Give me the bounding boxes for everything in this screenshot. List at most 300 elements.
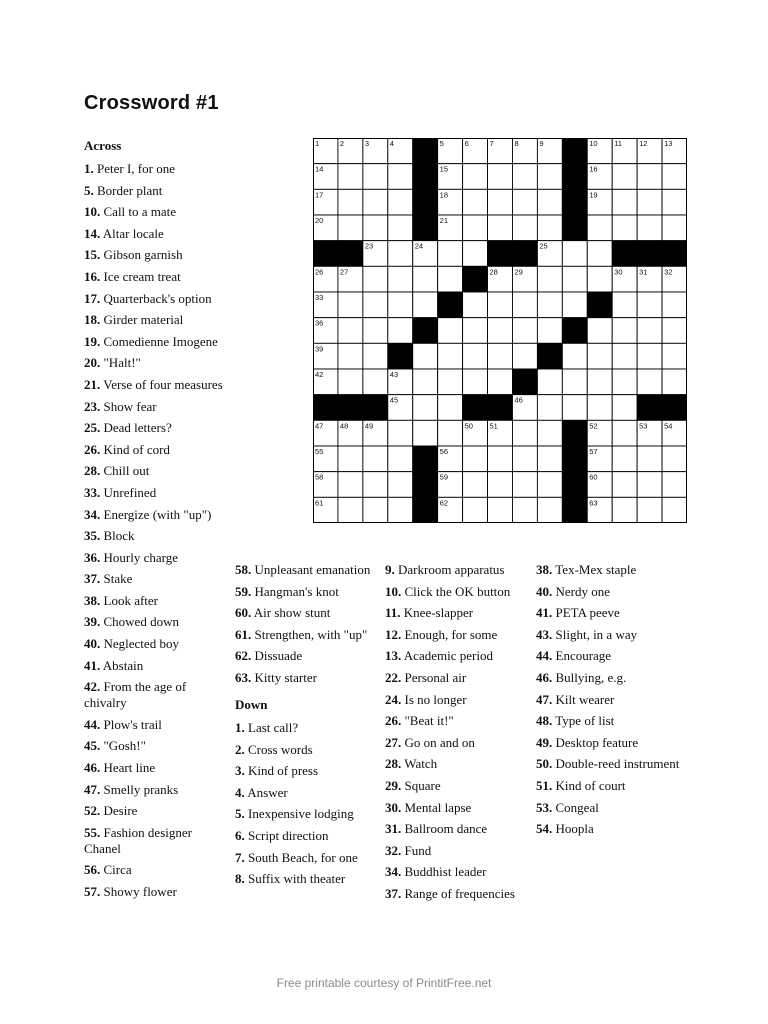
clue-text: Type of list: [555, 713, 615, 729]
grid-cell[interactable]: [413, 395, 438, 421]
across-clue: [235, 562, 383, 578]
grid-cell[interactable]: [562, 266, 587, 292]
grid-cell[interactable]: [612, 497, 637, 523]
grid-cell[interactable]: [463, 318, 488, 344]
grid-cell[interactable]: [363, 189, 388, 215]
clue-text: Range of frequencies: [404, 885, 515, 901]
grid-block-cell: [537, 343, 562, 369]
grid-cell[interactable]: [637, 164, 662, 190]
grid-cell[interactable]: [612, 369, 637, 395]
grid-cell[interactable]: [463, 292, 488, 318]
grid-cell[interactable]: [587, 343, 612, 369]
grid-cell[interactable]: [512, 164, 537, 190]
clue-text: Slight, in a way: [555, 626, 638, 642]
clue-text: Kind of court: [555, 777, 626, 793]
clue-text: "Beat it!": [404, 713, 454, 729]
grid-cell-number: 58: [315, 472, 324, 482]
grid-cell[interactable]: [388, 292, 413, 318]
clue-number: 7.: [235, 849, 245, 865]
grid-cell[interactable]: [388, 420, 413, 446]
grid-cell-number: 47: [315, 421, 324, 431]
clue-number: 29.: [385, 777, 402, 793]
down-clue: [536, 670, 686, 686]
down-clue: [235, 850, 383, 866]
grid-cell[interactable]: [512, 472, 537, 498]
grid-cell[interactable]: [488, 189, 513, 215]
clue-number: 38.: [84, 592, 101, 608]
grid-cell[interactable]: [363, 318, 388, 344]
grid-cell[interactable]: [587, 266, 612, 292]
crossword-grid[interactable]: [313, 138, 687, 523]
across-clue: [84, 738, 232, 754]
across-clue: [84, 183, 232, 199]
clue-text: Plow's trail: [103, 716, 162, 732]
grid-block-cell: [637, 241, 662, 267]
clue-number: 28.: [385, 756, 402, 772]
grid-cell[interactable]: [587, 395, 612, 421]
clue-text: Comedienne Imogene: [103, 333, 218, 349]
grid-cell[interactable]: [388, 497, 413, 523]
grid-cell[interactable]: [537, 164, 562, 190]
grid-cell[interactable]: [363, 472, 388, 498]
grid-block-cell: [413, 138, 438, 164]
clue-number: 24.: [385, 691, 402, 707]
grid-cell[interactable]: [413, 369, 438, 395]
grid-cell[interactable]: [488, 292, 513, 318]
grid-cell[interactable]: [637, 343, 662, 369]
grid-block-cell: [413, 446, 438, 472]
grid-cell[interactable]: [512, 343, 537, 369]
grid-block-cell: [562, 189, 587, 215]
grid-cell[interactable]: [537, 446, 562, 472]
across-clue: [84, 884, 232, 900]
grid-cell[interactable]: [363, 343, 388, 369]
grid-cell[interactable]: [512, 318, 537, 344]
grid-cell-number: 46: [514, 395, 523, 405]
clue-text: Unrefined: [103, 484, 157, 500]
clue-number: 34.: [385, 864, 402, 880]
clue-text: Script direction: [248, 827, 329, 843]
clue-number: 60.: [235, 605, 252, 621]
grid-cell[interactable]: [612, 189, 637, 215]
grid-cell[interactable]: [637, 215, 662, 241]
clue-text: Abstain: [102, 657, 144, 673]
grid-cell[interactable]: [463, 497, 488, 523]
grid-block-cell: [662, 395, 687, 421]
grid-cell[interactable]: [662, 318, 687, 344]
grid-cell[interactable]: [488, 164, 513, 190]
clue-number: 11.: [385, 605, 401, 621]
grid-cell[interactable]: [637, 318, 662, 344]
clue-text: Girder material: [103, 312, 184, 328]
across-clue: [84, 760, 232, 776]
grid-block-cell: [562, 446, 587, 472]
grid-cell[interactable]: [488, 369, 513, 395]
grid-cell[interactable]: [488, 497, 513, 523]
clue-number: 49.: [536, 734, 553, 750]
grid-cell-number: 18: [439, 190, 449, 200]
across-clue: [235, 584, 383, 600]
grid-cell-number: 57: [589, 447, 598, 456]
down-clue: [385, 821, 535, 837]
clue-number: 14.: [84, 225, 101, 241]
across-clue: [84, 442, 232, 458]
grid-block-cell: [562, 472, 587, 498]
clue-text: Encourage: [555, 648, 612, 664]
grid-cell[interactable]: [388, 241, 413, 267]
grid-cell[interactable]: [463, 215, 488, 241]
grid-cell[interactable]: [463, 369, 488, 395]
grid-block-cell: [338, 395, 363, 421]
clue-text: Ice cream treat: [103, 268, 181, 284]
grid-block-cell: [562, 215, 587, 241]
grid-cell[interactable]: [662, 189, 687, 215]
grid-cell[interactable]: [388, 318, 413, 344]
across-clue: [84, 463, 232, 479]
crossword-grid-svg[interactable]: [313, 138, 687, 523]
grid-cell[interactable]: [612, 318, 637, 344]
clue-number: 31.: [385, 821, 402, 837]
clue-number: 62.: [235, 648, 252, 664]
grid-cell[interactable]: [562, 369, 587, 395]
grid-cell[interactable]: [537, 318, 562, 344]
grid-cell[interactable]: [463, 164, 488, 190]
grid-cell-number: 52: [589, 421, 598, 431]
grid-cell[interactable]: [512, 189, 537, 215]
grid-cell[interactable]: [662, 164, 687, 190]
clue-text: Hoopla: [555, 821, 594, 837]
grid-cell[interactable]: [637, 369, 662, 395]
clue-number: 54.: [536, 821, 553, 837]
down-clue: [235, 828, 383, 844]
clue-text: Darkroom apparatus: [398, 562, 505, 577]
grid-cell[interactable]: [438, 318, 463, 344]
grid-cell[interactable]: [463, 343, 488, 369]
grid-cell[interactable]: [537, 420, 562, 446]
grid-cell[interactable]: [637, 189, 662, 215]
clue-text: Answer: [247, 784, 288, 800]
grid-cell[interactable]: [413, 292, 438, 318]
across-clue: [84, 825, 232, 857]
grid-cell[interactable]: [587, 241, 612, 267]
grid-cell[interactable]: [512, 420, 537, 446]
grid-cell[interactable]: [637, 497, 662, 523]
clue-text: Is no longer: [404, 691, 467, 707]
grid-cell[interactable]: [338, 369, 363, 395]
grid-cell-number: 8: [514, 139, 519, 148]
grid-cell[interactable]: [537, 266, 562, 292]
down-clue: [536, 756, 686, 772]
grid-cell[interactable]: [388, 189, 413, 215]
grid-block-cell: [463, 266, 488, 292]
grid-cell[interactable]: [338, 189, 363, 215]
grid-cell[interactable]: [388, 266, 413, 292]
down-clue: [536, 778, 686, 794]
grid-cell[interactable]: [463, 446, 488, 472]
grid-cell[interactable]: [662, 497, 687, 523]
across-clue: [84, 204, 232, 220]
clue-number: 59.: [235, 583, 252, 599]
grid-cell[interactable]: [388, 446, 413, 472]
grid-cell-number: 1: [315, 139, 320, 148]
across-clue: [84, 226, 232, 242]
clue-text: From the age of chivalry: [84, 679, 187, 711]
across-clue: [84, 679, 232, 711]
down-clue: [385, 756, 535, 772]
grid-cell[interactable]: [338, 497, 363, 523]
grid-cell[interactable]: [388, 472, 413, 498]
clue-number: 5.: [84, 182, 94, 198]
clue-text: Strengthen, with "up": [254, 626, 368, 642]
grid-cell[interactable]: [438, 266, 463, 292]
down-clue: [385, 692, 535, 708]
grid-cell[interactable]: [562, 292, 587, 318]
grid-cell[interactable]: [662, 343, 687, 369]
grid-cell[interactable]: [512, 292, 537, 318]
down-clue: [235, 763, 383, 779]
clue-text: Enough, for some: [404, 626, 498, 642]
grid-cell[interactable]: [363, 446, 388, 472]
clue-number: 16.: [84, 268, 101, 284]
clue-number: 9.: [385, 562, 395, 577]
clue-number: 10.: [84, 204, 101, 220]
grid-block-cell: [488, 241, 513, 267]
grid-cell[interactable]: [662, 369, 687, 395]
grid-cell[interactable]: [463, 189, 488, 215]
clue-text: Nerdy one: [555, 583, 611, 599]
grid-cell[interactable]: [463, 472, 488, 498]
clue-number: 38.: [536, 562, 553, 577]
clue-text: Buddhist leader: [404, 864, 487, 880]
clue-text: Look after: [103, 592, 159, 608]
clue-text: Last call?: [248, 719, 299, 735]
down-clue: [385, 670, 535, 686]
grid-cell-number: 10: [589, 139, 598, 148]
clue-text: Call to a mate: [103, 204, 177, 220]
clue-text: Kind of cord: [103, 441, 170, 457]
clue-text: Academic period: [403, 648, 493, 664]
grid-cell-number: 13: [664, 139, 673, 148]
grid-cell[interactable]: [612, 420, 637, 446]
grid-block-cell: [512, 241, 537, 267]
grid-block-cell: [438, 292, 463, 318]
grid-cell-number: 43: [389, 370, 399, 379]
clue-number: 26.: [385, 713, 402, 729]
grid-cell[interactable]: [587, 369, 612, 395]
across-clue: [84, 269, 232, 285]
grid-cell-number: 29: [514, 267, 523, 277]
grid-cell[interactable]: [488, 318, 513, 344]
clue-text: Block: [103, 528, 135, 544]
grid-cell-number: 23: [364, 241, 374, 251]
grid-cell-number: 42: [315, 370, 324, 379]
clue-number: 18.: [84, 312, 101, 328]
grid-cell[interactable]: [637, 472, 662, 498]
clue-number: 17.: [84, 290, 101, 306]
clue-text: Peter I, for one: [97, 161, 175, 176]
grid-cell[interactable]: [612, 472, 637, 498]
clue-text: Verse of four measures: [103, 376, 223, 392]
clue-text: PETA peeve: [555, 605, 620, 621]
down-clue: [385, 648, 535, 664]
grid-cell[interactable]: [612, 215, 637, 241]
grid-cell[interactable]: [662, 446, 687, 472]
grid-cell[interactable]: [662, 215, 687, 241]
clue-text: Desktop feature: [555, 734, 639, 750]
grid-cell[interactable]: [612, 343, 637, 369]
grid-cell[interactable]: [438, 369, 463, 395]
grid-cell-number: 53: [639, 421, 648, 431]
clue-text: South Beach, for one: [248, 849, 358, 865]
grid-cell[interactable]: [438, 343, 463, 369]
down-clue: [385, 605, 535, 621]
grid-cell-number: 50: [464, 421, 473, 431]
grid-cell[interactable]: [363, 497, 388, 523]
grid-cell[interactable]: [363, 369, 388, 395]
clue-number: 12.: [385, 626, 402, 642]
clue-number: 27.: [385, 734, 402, 750]
grid-cell[interactable]: [488, 446, 513, 472]
grid-cell-number: 33: [315, 293, 324, 302]
grid-cell[interactable]: [463, 241, 488, 267]
grid-cell[interactable]: [488, 472, 513, 498]
grid-block-cell: [562, 420, 587, 446]
grid-cell[interactable]: [488, 215, 513, 241]
down-clue: [385, 864, 535, 880]
clue-text: Tex-Mex staple: [555, 562, 637, 577]
grid-cell[interactable]: [612, 395, 637, 421]
footer-credit: Free printable courtesy of PrintitFree.net: [276, 976, 492, 990]
grid-cell[interactable]: [537, 497, 562, 523]
grid-cell[interactable]: [637, 292, 662, 318]
grid-block-cell: [562, 138, 587, 164]
clue-number: 20.: [84, 355, 101, 371]
grid-cell[interactable]: [512, 446, 537, 472]
clue-number: 50.: [536, 756, 553, 772]
clue-number: 55.: [84, 824, 101, 840]
grid-cell[interactable]: [612, 164, 637, 190]
grid-cell[interactable]: [587, 318, 612, 344]
clue-number: 26.: [84, 441, 101, 457]
grid-cell[interactable]: [438, 241, 463, 267]
clue-number: 56.: [84, 862, 101, 878]
grid-cell[interactable]: [413, 266, 438, 292]
grid-cell[interactable]: [612, 292, 637, 318]
grid-cell[interactable]: [537, 472, 562, 498]
clue-text: Cross words: [248, 741, 313, 757]
grid-cell[interactable]: [438, 420, 463, 446]
grid-cell[interactable]: [587, 215, 612, 241]
grid-cell[interactable]: [338, 472, 363, 498]
clue-number: 43.: [536, 626, 553, 642]
grid-cell[interactable]: [562, 343, 587, 369]
grid-cell-number: 5: [439, 139, 444, 148]
clue-number: 40.: [84, 636, 101, 652]
grid-cell[interactable]: [562, 241, 587, 267]
grid-block-cell: [637, 395, 662, 421]
clue-number: 46.: [536, 669, 553, 685]
grid-cell[interactable]: [363, 292, 388, 318]
grid-cell[interactable]: [662, 292, 687, 318]
clue-column-4: [536, 562, 686, 843]
across-clue: [84, 507, 232, 523]
grid-cell[interactable]: [537, 369, 562, 395]
clue-text: Circa: [103, 862, 132, 878]
clue-text: Congeal: [555, 799, 599, 815]
down-clue: [536, 562, 686, 578]
grid-cell[interactable]: [338, 343, 363, 369]
grid-cell[interactable]: [562, 395, 587, 421]
grid-cell[interactable]: [338, 215, 363, 241]
grid-cell[interactable]: [363, 215, 388, 241]
grid-cell[interactable]: [612, 446, 637, 472]
clue-text: Go on and on: [404, 734, 475, 750]
grid-cell[interactable]: [338, 164, 363, 190]
grid-cell[interactable]: [662, 472, 687, 498]
grid-cell[interactable]: [338, 446, 363, 472]
grid-cell-number: 14: [315, 164, 324, 174]
across-clue: [84, 528, 232, 544]
clue-column-3: [385, 562, 535, 908]
grid-block-cell: [512, 369, 537, 395]
grid-cell-number: 63: [589, 498, 598, 508]
clue-number: 8.: [235, 871, 245, 887]
grid-block-cell: [562, 164, 587, 190]
clue-number: 2.: [235, 741, 245, 757]
clue-number: 10.: [385, 583, 402, 599]
grid-cell-number: 16: [589, 164, 598, 174]
grid-cell-number: 26: [315, 267, 324, 277]
grid-cell[interactable]: [388, 215, 413, 241]
clue-number: 32.: [385, 842, 402, 858]
clue-text: Kitty starter: [254, 669, 317, 685]
grid-cell[interactable]: [338, 318, 363, 344]
clue-number: 30.: [385, 799, 402, 815]
grid-cell-number: 6: [464, 139, 469, 148]
grid-cell[interactable]: [512, 497, 537, 523]
across-clue: [84, 485, 232, 501]
grid-block-cell: [413, 472, 438, 498]
grid-cell[interactable]: [537, 292, 562, 318]
grid-cell[interactable]: [488, 343, 513, 369]
grid-cell[interactable]: [413, 420, 438, 446]
grid-block-cell: [413, 164, 438, 190]
grid-cell[interactable]: [388, 164, 413, 190]
clue-number: 4.: [235, 784, 245, 800]
grid-cell[interactable]: [637, 446, 662, 472]
grid-cell[interactable]: [537, 395, 562, 421]
clue-text: Mental lapse: [404, 799, 472, 815]
grid-cell[interactable]: [363, 164, 388, 190]
clue-text: Air show stunt: [253, 605, 331, 621]
clue-text: Suffix with theater: [248, 871, 346, 887]
clue-text: Quarterback's option: [103, 290, 212, 306]
clue-number: 39.: [84, 614, 101, 630]
grid-cell[interactable]: [512, 215, 537, 241]
grid-block-cell: [313, 395, 338, 421]
grid-cell[interactable]: [537, 215, 562, 241]
grid-cell[interactable]: [413, 343, 438, 369]
grid-cell-number: 62: [439, 498, 449, 508]
grid-cell-number: 11: [614, 139, 622, 148]
grid-cell[interactable]: [338, 292, 363, 318]
grid-block-cell: [587, 292, 612, 318]
grid-cell[interactable]: [363, 266, 388, 292]
grid-cell[interactable]: [438, 395, 463, 421]
clue-text: Smelly pranks: [103, 781, 179, 797]
across-clue: [84, 420, 232, 436]
grid-cell[interactable]: [537, 189, 562, 215]
